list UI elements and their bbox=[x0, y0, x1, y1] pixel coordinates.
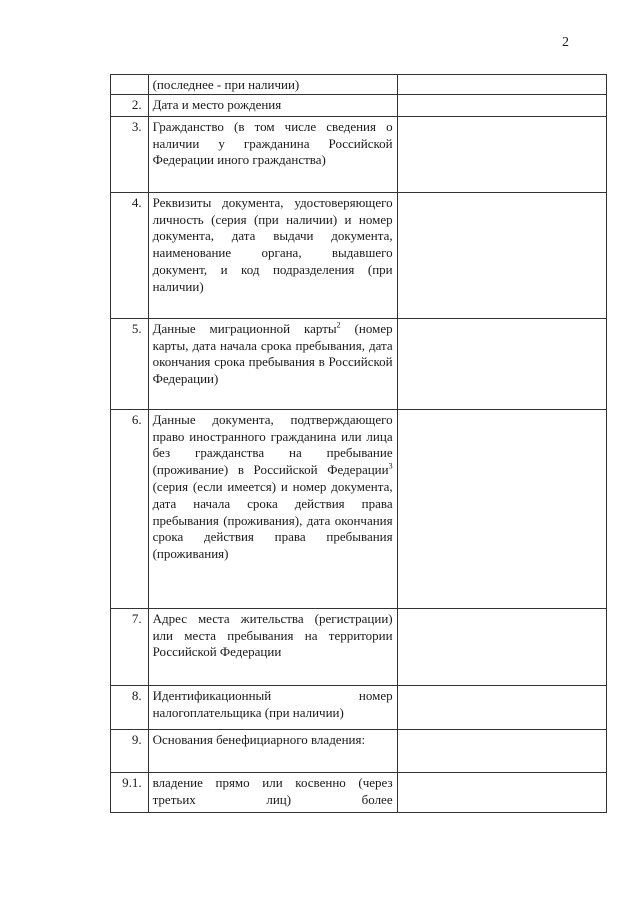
table-row bbox=[111, 318, 607, 409]
row-number: 4. bbox=[111, 192, 149, 318]
row-description-text: (номер карты, дата начала срока пребывания, дата окончания срока пребывания в Российской Федерации) bbox=[152, 320, 393, 387]
row-value-cell[interactable] bbox=[397, 116, 606, 192]
row-value-cell[interactable] bbox=[397, 318, 606, 409]
row-value-cell[interactable] bbox=[397, 75, 606, 95]
row-number: 2. bbox=[111, 94, 149, 116]
row-value-cell[interactable] bbox=[397, 192, 606, 318]
row-description-text: Данные документа, подтверждающего право иностранного гражданина или лица без гражданства на пребывание (проживание) в Российской Федерации bbox=[152, 411, 393, 478]
table-row bbox=[111, 116, 607, 192]
row-number: 6. bbox=[111, 409, 149, 608]
row-number: 5. bbox=[111, 318, 149, 409]
table-row bbox=[111, 729, 607, 772]
row-description: Реквизиты документа, удостоверяющего личность (серия (при наличии) и номер документа, дата выдачи документа, наименование органа, выдавшего документ, и код подразделения (при наличии) bbox=[148, 192, 397, 318]
row-number bbox=[111, 75, 149, 95]
row-description: Идентификационный номер налогоплательщика (при наличии) bbox=[148, 685, 397, 729]
footnote-marker: 2 bbox=[336, 320, 341, 330]
row-description: Дата и место рождения bbox=[148, 94, 397, 116]
footnote-marker: 3 bbox=[388, 461, 393, 471]
row-value-cell[interactable] bbox=[397, 94, 606, 116]
row-value-cell[interactable] bbox=[397, 608, 606, 685]
table-row bbox=[111, 192, 607, 318]
table-row bbox=[111, 608, 607, 685]
beneficiary-form-table bbox=[110, 74, 607, 813]
row-number: 7. bbox=[111, 608, 149, 685]
table-row bbox=[111, 772, 607, 812]
row-description-text: Данные миграционной карты bbox=[152, 320, 337, 336]
row-description bbox=[148, 409, 397, 608]
row-description bbox=[148, 318, 397, 409]
row-value-cell[interactable] bbox=[397, 729, 606, 772]
row-value-cell[interactable] bbox=[397, 409, 606, 608]
row-description: Основания бенефициарного владения: bbox=[148, 729, 397, 772]
row-number: 9.1. bbox=[111, 772, 149, 812]
page-number: 2 bbox=[562, 35, 569, 50]
row-description: Гражданство (в том числе сведения о наличии у гражданина Российской Федерации иного гражданства) bbox=[148, 116, 397, 192]
table-row bbox=[111, 75, 607, 95]
table-row bbox=[111, 94, 607, 116]
table-row bbox=[111, 685, 607, 729]
row-description: владение прямо или косвенно (через третьих лиц) более bbox=[148, 772, 397, 812]
row-number: 3. bbox=[111, 116, 149, 192]
row-number: 9. bbox=[111, 729, 149, 772]
row-description: Адрес места жительства (регистрации) или места пребывания на территории Российской Федерации bbox=[148, 608, 397, 685]
table-row bbox=[111, 409, 607, 608]
row-description: (последнее - при наличии) bbox=[148, 75, 397, 95]
row-value-cell[interactable] bbox=[397, 772, 606, 812]
row-number: 8. bbox=[111, 685, 149, 729]
row-description-text: (серия (если имеется) и номер документа, дата начала срока действия права пребывания (проживания), дата окончания срока действия права пребывания (проживания) bbox=[152, 478, 393, 562]
row-value-cell[interactable] bbox=[397, 685, 606, 729]
